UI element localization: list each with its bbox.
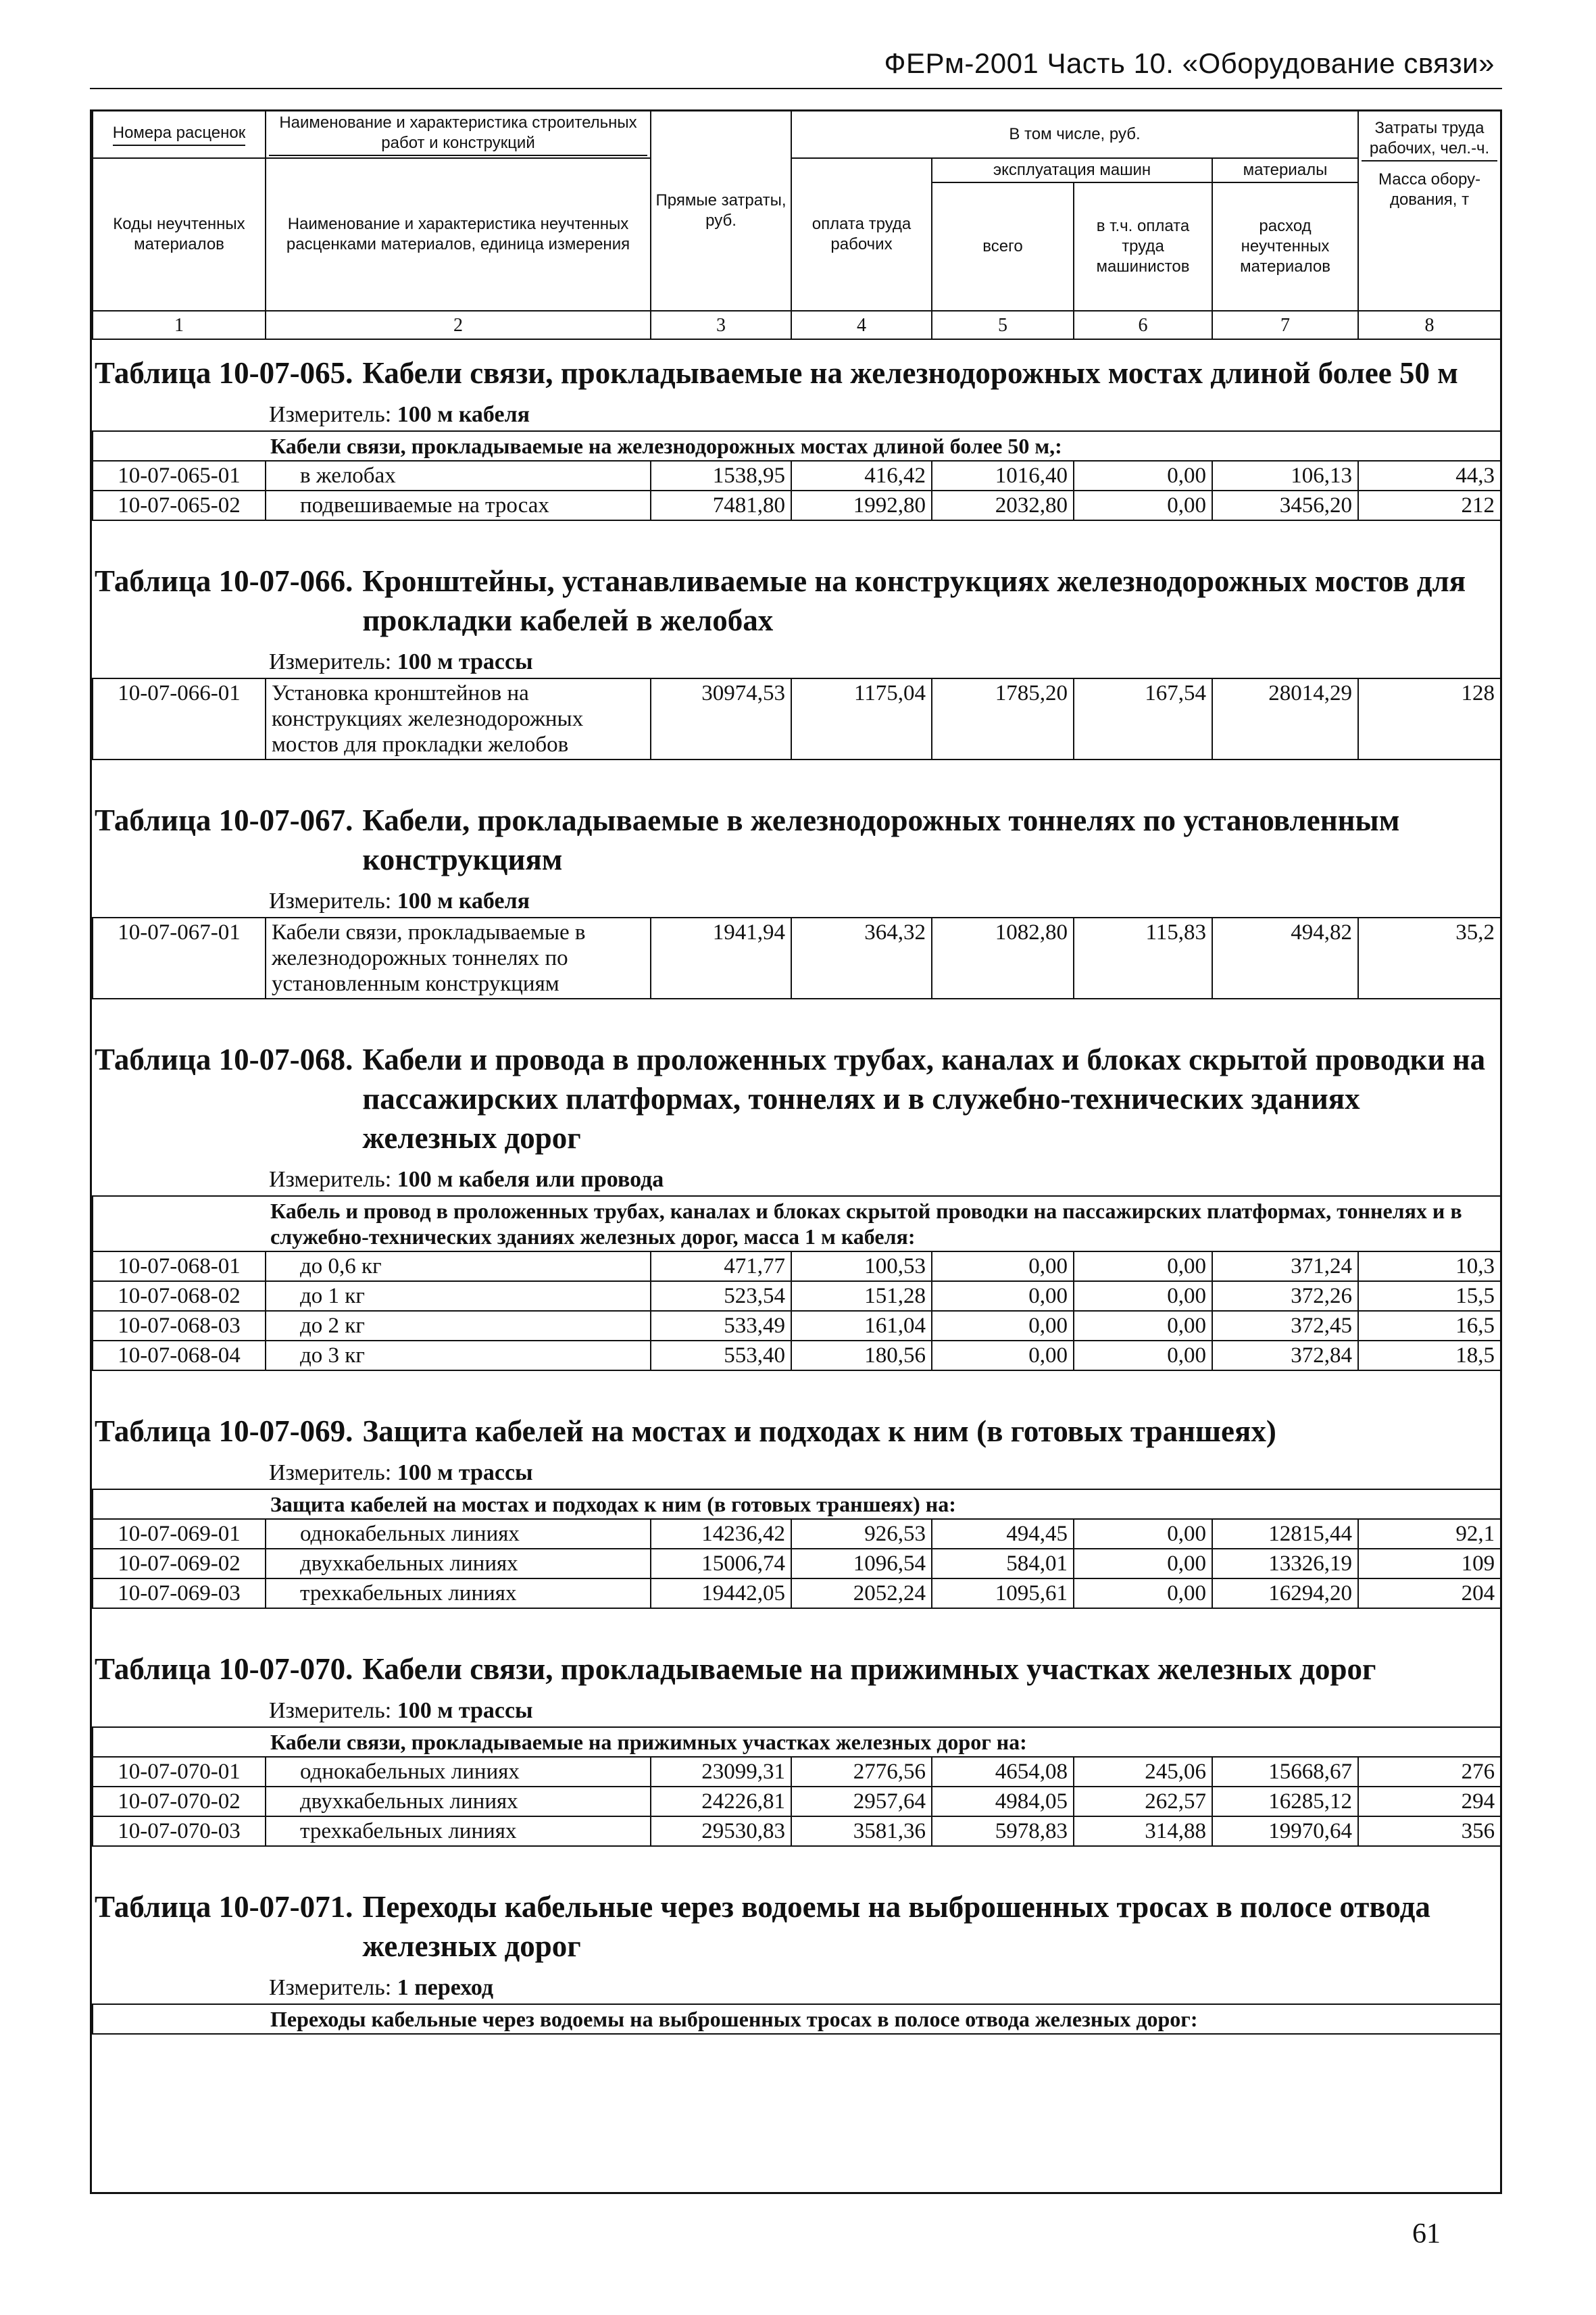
table-title <box>92 1412 1500 1451</box>
direct-costs: 14236,42 <box>651 1519 791 1549</box>
labor-pay: 364,32 <box>791 918 932 999</box>
machinists-pay: 0,00 <box>1074 491 1212 520</box>
group-heading: Переходы кабельные через водоемы на выброшенных тросах в полосе отвода железных дорог: <box>93 2004 1501 2034</box>
table-row <box>93 1519 1501 1549</box>
price-rows <box>92 1195 1501 1371</box>
direct-costs: 29530,83 <box>651 1816 791 1846</box>
materials-cost: 19970,64 <box>1212 1816 1358 1846</box>
table-name: Переходы кабельные через водоемы на выброшенных тросах в полосе отвода железных дорог <box>362 1890 1430 1963</box>
work-name: до 2 кг <box>266 1311 651 1341</box>
unit-value: 100 м кабеля <box>397 402 530 427</box>
materials-cost: 28014,29 <box>1212 678 1358 760</box>
labor-hours: 44,3 <box>1358 461 1501 491</box>
table-row <box>93 1757 1501 1787</box>
table-number: Таблица 10-07-071. <box>95 1890 353 1924</box>
header-labor-hours: Затраты труда рабочих, чел.-ч. Масса обору-дования, т <box>1358 111 1501 312</box>
machines-total: 1082,80 <box>932 918 1074 999</box>
work-name: до 3 кг <box>266 1341 651 1370</box>
work-name: двухкабельных линиях <box>266 1549 651 1578</box>
table-row <box>93 1787 1501 1816</box>
group-row <box>93 2004 1501 2034</box>
unit-label: Измеритель: <box>269 889 392 914</box>
machinists-pay: 245,06 <box>1074 1757 1212 1787</box>
rate-code: 10-07-069-03 <box>93 1578 266 1608</box>
materials-cost: 494,82 <box>1212 918 1358 999</box>
header-codes-bottom: Коды неучтенных материалов <box>93 158 266 311</box>
group-heading: Кабели связи, прокладываемые на железнодорожных мостах длиной более 50 м,: <box>93 431 1501 461</box>
rate-code: 10-07-068-01 <box>93 1251 266 1281</box>
table-row <box>93 1341 1501 1370</box>
work-name: трехкабельных линиях <box>266 1578 651 1608</box>
direct-costs: 533,49 <box>651 1311 791 1341</box>
rate-code: 10-07-069-01 <box>93 1519 266 1549</box>
header-machines-total: всего <box>932 182 1074 311</box>
group-heading: Кабель и провод в проложенных трубах, каналах и блоках скрытой проводки на пассажирских платформах, тоннелях и в служебно-технических зданиях железных дорог, масса 1 м кабеля: <box>93 1196 1501 1251</box>
price-rows <box>92 917 1501 999</box>
direct-costs: 523,54 <box>651 1281 791 1311</box>
table-name: Кабели и провода в проложенных трубах, каналах и блоках скрытой проводки на пассажирских платформах, тоннелях и в служебно-технических зданиях железных дорог <box>362 1043 1486 1155</box>
labor-hours: 276 <box>1358 1757 1501 1787</box>
rate-code: 10-07-067-01 <box>93 918 266 999</box>
materials-cost: 16294,20 <box>1212 1578 1358 1608</box>
table-number: Таблица 10-07-070. <box>95 1652 353 1686</box>
pricing-tables <box>92 353 1500 2035</box>
machines-total: 1016,40 <box>932 461 1074 491</box>
labor-pay: 1096,54 <box>791 1549 932 1578</box>
machines-total: 4654,08 <box>932 1757 1074 1787</box>
work-name: до 1 кг <box>266 1281 651 1311</box>
labor-hours: 16,5 <box>1358 1311 1501 1341</box>
work-name: в желобах <box>266 461 651 491</box>
materials-cost: 371,24 <box>1212 1251 1358 1281</box>
labor-pay: 1175,04 <box>791 678 932 760</box>
table-unit <box>269 399 1500 430</box>
header-col-number: 2 <box>266 311 651 339</box>
labor-pay: 100,53 <box>791 1251 932 1281</box>
machinists-pay: 167,54 <box>1074 678 1212 760</box>
group-row <box>93 1727 1501 1757</box>
labor-pay: 151,28 <box>791 1281 932 1311</box>
price-rows <box>92 430 1501 521</box>
labor-pay: 1992,80 <box>791 491 932 520</box>
machinists-pay: 262,57 <box>1074 1787 1212 1816</box>
rate-code: 10-07-070-03 <box>93 1816 266 1846</box>
table-name: Кабели связи, прокладываемые на прижимных участках железных дорог <box>362 1652 1376 1686</box>
price-table-section <box>92 1412 1500 1609</box>
labor-hours: 109 <box>1358 1549 1501 1578</box>
table-title <box>92 353 1500 393</box>
machinists-pay: 115,83 <box>1074 918 1212 999</box>
labor-pay: 3581,36 <box>791 1816 932 1846</box>
price-table-section <box>92 1887 1500 2035</box>
direct-costs: 15006,74 <box>651 1549 791 1578</box>
page-number: 61 <box>1412 2218 1441 2249</box>
direct-costs: 24226,81 <box>651 1787 791 1816</box>
header-col-number: 3 <box>651 311 791 339</box>
labor-hours: 128 <box>1358 678 1501 760</box>
table-row <box>93 1311 1501 1341</box>
table-title <box>92 1887 1500 1966</box>
machinists-pay: 0,00 <box>1074 1251 1212 1281</box>
price-rows <box>92 1489 1501 1609</box>
direct-costs: 30974,53 <box>651 678 791 760</box>
header-unaccounted-materials: расход неучтенных материалов <box>1212 182 1358 311</box>
rate-code: 10-07-070-02 <box>93 1787 266 1816</box>
price-table-section <box>92 801 1500 999</box>
group-row <box>93 431 1501 461</box>
unit-label: Измеритель: <box>269 402 392 427</box>
materials-cost: 3456,20 <box>1212 491 1358 520</box>
labor-hours: 204 <box>1358 1578 1501 1608</box>
header-col-number: 1 <box>93 311 266 339</box>
header-col-number: 5 <box>932 311 1074 339</box>
price-table-section <box>92 562 1500 760</box>
header-name-bottom: Наименование и характеристика неучтенных расценками материалов, единица измерения <box>266 158 651 311</box>
price-rows <box>92 2003 1501 2035</box>
machines-total: 5978,83 <box>932 1816 1074 1846</box>
unit-value: 100 м трассы <box>397 649 533 674</box>
table-unit <box>269 1695 1500 1726</box>
header-col-number: 7 <box>1212 311 1358 339</box>
materials-cost: 13326,19 <box>1212 1549 1358 1578</box>
materials-cost: 372,84 <box>1212 1341 1358 1370</box>
running-header: ФЕРм-2001 Часть 10. «Оборудование связи» <box>884 47 1495 79</box>
machinists-pay: 0,00 <box>1074 1341 1212 1370</box>
group-heading: Защита кабелей на мостах и подходах к ним (в готовых траншеях) на: <box>93 1489 1501 1519</box>
direct-costs: 553,40 <box>651 1341 791 1370</box>
rate-code: 10-07-070-01 <box>93 1757 266 1787</box>
direct-costs: 23099,31 <box>651 1757 791 1787</box>
direct-costs: 7481,80 <box>651 491 791 520</box>
table-name: Защита кабелей на мостах и подходах к ним (в готовых траншеях) <box>362 1414 1276 1448</box>
labor-pay: 416,42 <box>791 461 932 491</box>
materials-cost: 12815,44 <box>1212 1519 1358 1549</box>
machines-total: 0,00 <box>932 1251 1074 1281</box>
labor-pay: 2957,64 <box>791 1787 932 1816</box>
header-labor-pay: оплата труда рабочих <box>791 158 932 311</box>
materials-cost: 15668,67 <box>1212 1757 1358 1787</box>
machinists-pay: 0,00 <box>1074 1281 1212 1311</box>
table-title <box>92 801 1500 879</box>
machines-total: 0,00 <box>932 1341 1074 1370</box>
machines-total: 0,00 <box>932 1281 1074 1311</box>
price-table-section <box>92 1649 1500 1847</box>
table-name: Кабели связи, прокладываемые на железнодорожных мостах длиной более 50 м <box>362 356 1458 390</box>
work-name: Установка кронштейнов на конструкциях железнодорожных мостов для прокладки желобов <box>266 678 651 760</box>
table-row <box>93 678 1501 760</box>
header-machinists-pay: в т.ч. оплата труда машинистов <box>1074 182 1212 311</box>
machinists-pay: 0,00 <box>1074 1519 1212 1549</box>
table-number: Таблица 10-07-067. <box>95 803 353 837</box>
group-row <box>93 1196 1501 1251</box>
direct-costs: 1941,94 <box>651 918 791 999</box>
table-row <box>93 1549 1501 1578</box>
table-unit <box>269 1164 1500 1195</box>
labor-hours: 10,3 <box>1358 1251 1501 1281</box>
price-table-section <box>92 353 1500 521</box>
labor-pay: 161,04 <box>791 1311 932 1341</box>
machines-total: 2032,80 <box>932 491 1074 520</box>
labor-pay: 2052,24 <box>791 1578 932 1608</box>
table-number: Таблица 10-07-066. <box>95 564 353 598</box>
direct-costs: 1538,95 <box>651 461 791 491</box>
machinists-pay: 0,00 <box>1074 1311 1212 1341</box>
header-col-number: 4 <box>791 311 932 339</box>
table-name: Кронштейны, устанавливаемые на конструкциях железнодорожных мостов для прокладки кабелей в желобах <box>362 564 1466 637</box>
work-name: Кабели связи, прокладываемые в железнодорожных тоннелях по установленным конструкциям <box>266 918 651 999</box>
direct-costs: 19442,05 <box>651 1578 791 1608</box>
work-name: до 0,6 кг <box>266 1251 651 1281</box>
unit-value: 1 переход <box>397 1975 494 2000</box>
document-sheet <box>90 109 1502 2194</box>
unit-value: 100 м кабеля или провода <box>397 1167 664 1192</box>
labor-pay: 2776,56 <box>791 1757 932 1787</box>
group-heading: Кабели связи, прокладываемые на прижимных участках железных дорог на: <box>93 1727 1501 1757</box>
header-name-top: Наименование и характеристика строительных работ и конструкций <box>266 111 651 159</box>
unit-label: Измеритель: <box>269 1975 392 2000</box>
work-name: двухкабельных линиях <box>266 1787 651 1816</box>
machines-total: 1095,61 <box>932 1578 1074 1608</box>
work-name: однокабельных линиях <box>266 1519 651 1549</box>
machinists-pay: 0,00 <box>1074 1549 1212 1578</box>
table-row <box>93 1251 1501 1281</box>
table-unit <box>269 886 1500 917</box>
machines-total: 0,00 <box>932 1311 1074 1341</box>
table-title <box>92 1040 1500 1158</box>
table-row <box>93 918 1501 999</box>
work-name: трехкабельных линиях <box>266 1816 651 1846</box>
header-machines: эксплуатация машин <box>932 158 1212 182</box>
machines-total: 1785,20 <box>932 678 1074 760</box>
table-name: Кабели, прокладываемые в железнодорожных тоннелях по установленным конструкциям <box>362 803 1400 876</box>
rate-code: 10-07-069-02 <box>93 1549 266 1578</box>
table-number: Таблица 10-07-065. <box>95 356 353 390</box>
materials-cost: 372,45 <box>1212 1311 1358 1341</box>
work-name: подвешиваемые на тросах <box>266 491 651 520</box>
table-row <box>93 1578 1501 1608</box>
labor-pay: 180,56 <box>791 1341 932 1370</box>
labor-hours: 18,5 <box>1358 1341 1501 1370</box>
work-name: однокабельных линиях <box>266 1757 651 1787</box>
machines-total: 4984,05 <box>932 1787 1074 1816</box>
unit-value: 100 м трассы <box>397 1460 533 1485</box>
table-unit <box>269 1972 1500 2003</box>
labor-pay: 926,53 <box>791 1519 932 1549</box>
table-number: Таблица 10-07-069. <box>95 1414 353 1448</box>
table-title <box>92 562 1500 640</box>
labor-hours: 35,2 <box>1358 918 1501 999</box>
rate-code: 10-07-068-02 <box>93 1281 266 1311</box>
labor-hours: 15,5 <box>1358 1281 1501 1311</box>
unit-label: Измеритель: <box>269 1167 392 1192</box>
labor-hours: 92,1 <box>1358 1519 1501 1549</box>
header-codes-top: Номера расценок <box>93 111 266 159</box>
machinists-pay: 314,88 <box>1074 1816 1212 1846</box>
price-table-section <box>92 1040 1500 1371</box>
header-rule <box>90 88 1502 89</box>
unit-label: Измеритель: <box>269 1460 392 1485</box>
header-col-number: 6 <box>1074 311 1212 339</box>
labor-hours: 356 <box>1358 1816 1501 1846</box>
machinists-pay: 0,00 <box>1074 1578 1212 1608</box>
unit-value: 100 м трассы <box>397 1698 533 1723</box>
header-direct-costs: Прямые затраты, руб. <box>651 111 791 312</box>
table-unit <box>269 647 1500 678</box>
labor-hours: 212 <box>1358 491 1501 520</box>
materials-cost: 106,13 <box>1212 461 1358 491</box>
table-unit <box>269 1458 1500 1489</box>
materials-cost: 16285,12 <box>1212 1787 1358 1816</box>
materials-cost: 372,26 <box>1212 1281 1358 1311</box>
column-header-table <box>92 109 1501 340</box>
rate-code: 10-07-065-02 <box>93 491 266 520</box>
price-rows <box>92 678 1501 760</box>
price-rows <box>92 1726 1501 1847</box>
unit-label: Измеритель: <box>269 1698 392 1723</box>
rate-code: 10-07-065-01 <box>93 461 266 491</box>
table-row <box>93 491 1501 520</box>
header-col-number: 8 <box>1358 311 1501 339</box>
labor-hours: 294 <box>1358 1787 1501 1816</box>
header-materials: материалы <box>1212 158 1358 182</box>
rate-code: 10-07-066-01 <box>93 678 266 760</box>
header-including: В том числе, руб. <box>791 111 1358 159</box>
machines-total: 584,01 <box>932 1549 1074 1578</box>
table-row <box>93 1281 1501 1311</box>
rate-code: 10-07-068-04 <box>93 1341 266 1370</box>
rate-code: 10-07-068-03 <box>93 1311 266 1341</box>
table-row <box>93 1816 1501 1846</box>
table-title <box>92 1649 1500 1689</box>
direct-costs: 471,77 <box>651 1251 791 1281</box>
machinists-pay: 0,00 <box>1074 461 1212 491</box>
table-row <box>93 461 1501 491</box>
unit-label: Измеритель: <box>269 649 392 674</box>
unit-value: 100 м кабеля <box>397 889 530 914</box>
table-number: Таблица 10-07-068. <box>95 1043 353 1076</box>
group-row <box>93 1489 1501 1519</box>
machines-total: 494,45 <box>932 1519 1074 1549</box>
